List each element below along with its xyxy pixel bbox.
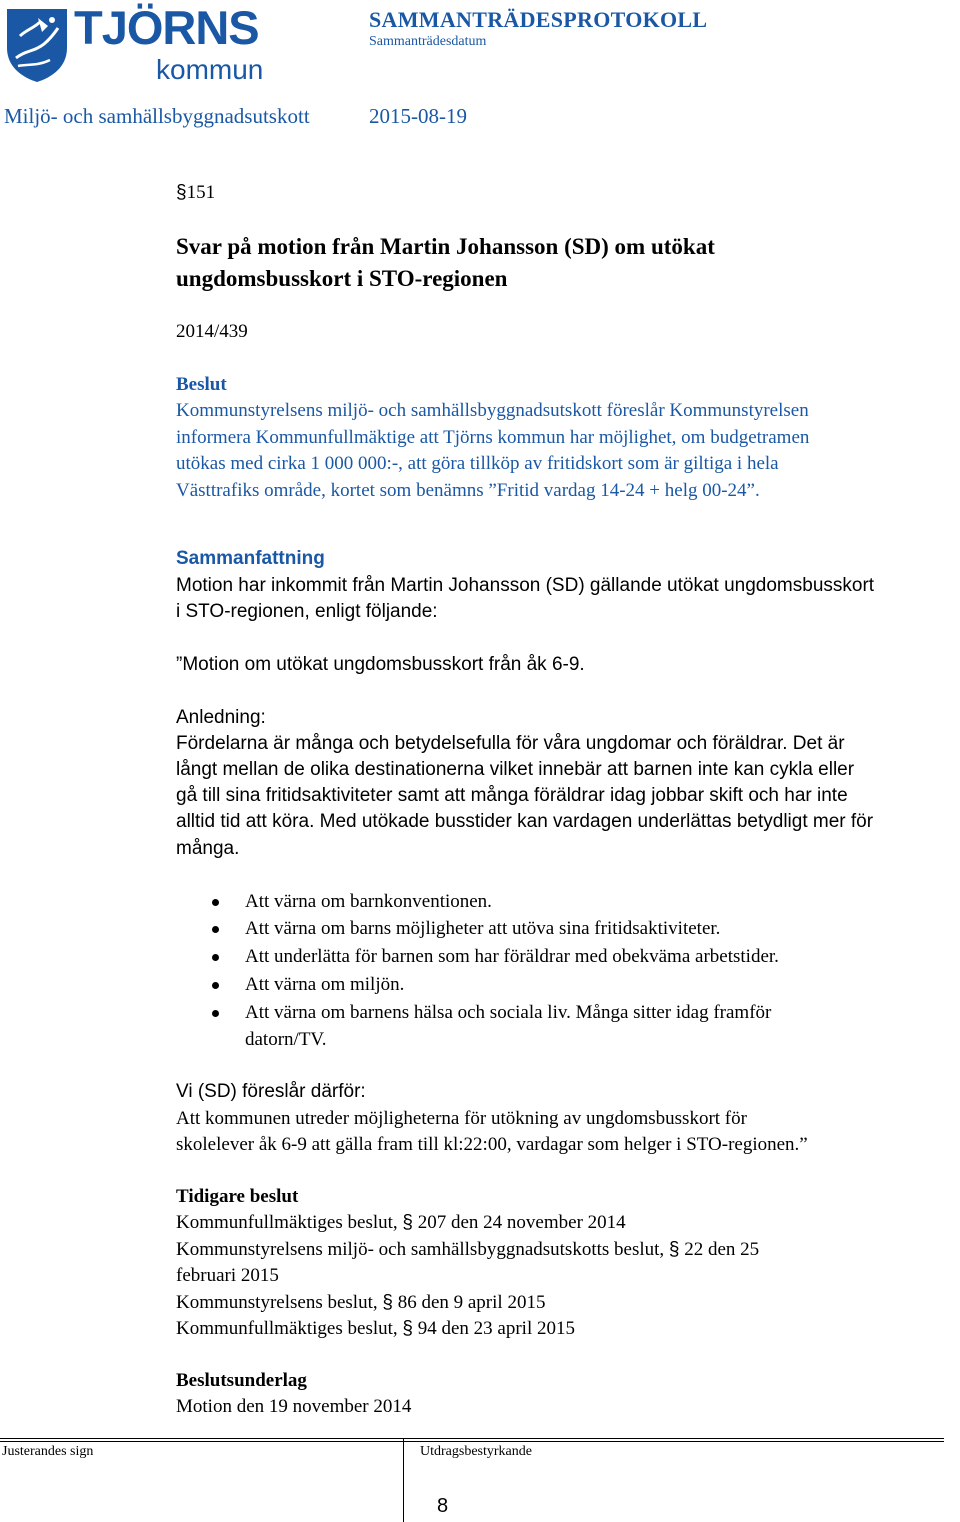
list-item: Att underlätta för barnen som har föräldrar med obekväma arbetstider. bbox=[245, 946, 779, 967]
committee-name: Miljö- och samhällsbyggnadsutskott bbox=[4, 104, 310, 128]
tidigare-beslut-heading: Tidigare beslut bbox=[176, 1186, 299, 1207]
beslut-line: Kommunstyrelsens miljö- och samhällsbyggnadsutskott föreslår Kommunstyrelsen bbox=[176, 400, 809, 421]
anledning-line: många. bbox=[176, 838, 240, 859]
anledning-heading: Anledning: bbox=[176, 707, 266, 728]
forslag-heading: Vi (SD) föreslår därför: bbox=[176, 1081, 366, 1102]
footer-divider bbox=[0, 1441, 944, 1442]
beslut-line: informera Kommunfullmäktige att Tjörns kommun har möjlighet, om budgetramen bbox=[176, 427, 810, 448]
forslag-line: Att kommunen utreder möjligheterna för utökning av ungdomsbusskort för bbox=[176, 1108, 747, 1129]
protocol-title: SAMMANTRÄDESPROTOKOLL bbox=[369, 7, 708, 32]
tidigare-beslut-line: Kommunfullmäktiges beslut, § 207 den 24 november 2014 bbox=[176, 1212, 626, 1233]
forslag-line: skolelever åk 6-9 att gälla fram till kl:22:00, vardagar som helger i STO-regionen.” bbox=[176, 1134, 808, 1155]
bullet-icon bbox=[212, 954, 219, 961]
list-item: Att värna om barnens hälsa och sociala liv. Många sitter idag framför bbox=[245, 1002, 772, 1023]
list-item: Att värna om barnkonventionen. bbox=[245, 891, 492, 912]
page-number: 8 bbox=[437, 1495, 449, 1517]
section-sign-icon: § bbox=[382, 1292, 393, 1313]
case-number: 2014/439 bbox=[176, 321, 248, 342]
bullet-icon bbox=[212, 926, 219, 933]
tidigare-beslut-line: februari 2015 bbox=[176, 1265, 279, 1286]
beslut-line: utökas med cirka 1 000 000:-, att göra tillköp av fritidskort som är giltiga i hela bbox=[176, 453, 779, 474]
sammanfattning-line: Motion har inkommit från Martin Johansson (SD) gällande utökat ungdomsbusskort bbox=[176, 575, 875, 596]
footer-column-divider bbox=[403, 1438, 404, 1522]
list-item: Att värna om barns möjligheter att utöva sina fritidsaktiviteter. bbox=[245, 918, 721, 939]
sammanfattning-heading: Sammanfattning bbox=[176, 548, 325, 569]
meeting-date-label: Sammanträdesdatum bbox=[369, 34, 487, 49]
document-title-line-2: ungdomsbusskort i STO-regionen bbox=[176, 266, 508, 291]
document-title-line-1: Svar på motion från Martin Johansson (SD) om utökat bbox=[176, 234, 715, 259]
logo-subtitle: kommun bbox=[156, 54, 264, 85]
tidigare-beslut-line: Kommunstyrelsens beslut, § 86 den 9 april 2015 bbox=[176, 1292, 546, 1313]
utdragsbestyrkande-label: Utdragsbestyrkande bbox=[420, 1444, 532, 1459]
anledning-line: Fördelarna är många och betydelsefulla för våra ungdomar och föräldrar. Det är bbox=[176, 733, 845, 754]
justerandes-sign-label: Justerandes sign bbox=[2, 1444, 94, 1459]
quote-line: ”Motion om utökat ungdomsbusskort från åk 6-9. bbox=[176, 654, 585, 675]
section-sign-icon: § bbox=[668, 1239, 680, 1260]
bullet-icon bbox=[212, 982, 219, 989]
municipality-logo bbox=[4, 1, 269, 85]
paragraph-number: §151 bbox=[176, 182, 216, 203]
footer-divider bbox=[0, 1438, 944, 1439]
list-item: Att värna om miljön. bbox=[245, 974, 405, 995]
anledning-line: långt mellan de olika destinationerna vilket innebär att barnen inte kan cykla eller bbox=[176, 759, 855, 780]
meeting-date: 2015-08-19 bbox=[369, 104, 467, 128]
beslut-heading: Beslut bbox=[176, 374, 227, 395]
shield-icon bbox=[4, 6, 70, 84]
list-item-continuation: datorn/TV. bbox=[245, 1029, 327, 1050]
bullet-icon bbox=[212, 1010, 219, 1017]
section-sign-icon: § bbox=[402, 1318, 413, 1339]
beslutsunderlag-heading: Beslutsunderlag bbox=[176, 1370, 307, 1391]
beslutsunderlag-line: Motion den 19 november 2014 bbox=[176, 1396, 412, 1417]
beslut-line: Västtrafiks område, kortet som benämns ”Fritid vardag 14-24 + helg 00-24”. bbox=[176, 480, 760, 501]
bullet-icon bbox=[212, 899, 219, 906]
tidigare-beslut-line: Kommunstyrelsens miljö- och samhällsbyggnadsutskotts beslut, § 22 den 25 bbox=[176, 1239, 760, 1260]
section-sign-icon: § bbox=[176, 182, 187, 203]
sammanfattning-line: i STO-regionen, enligt följande: bbox=[176, 601, 438, 622]
anledning-line: gå till sina fritidsaktiviteter samt att många föräldrar idag jobbar skift och har inte bbox=[176, 785, 848, 806]
anledning-line: alltid tid att köra. Med utökade busstider kan vardagen underlättas betydligt mer för bbox=[176, 811, 874, 832]
tidigare-beslut-line: Kommunfullmäktiges beslut, § 94 den 23 april 2015 bbox=[176, 1318, 575, 1339]
logo-wordmark: TJÖRNS bbox=[74, 1, 259, 54]
section-sign-icon: § bbox=[402, 1212, 413, 1233]
